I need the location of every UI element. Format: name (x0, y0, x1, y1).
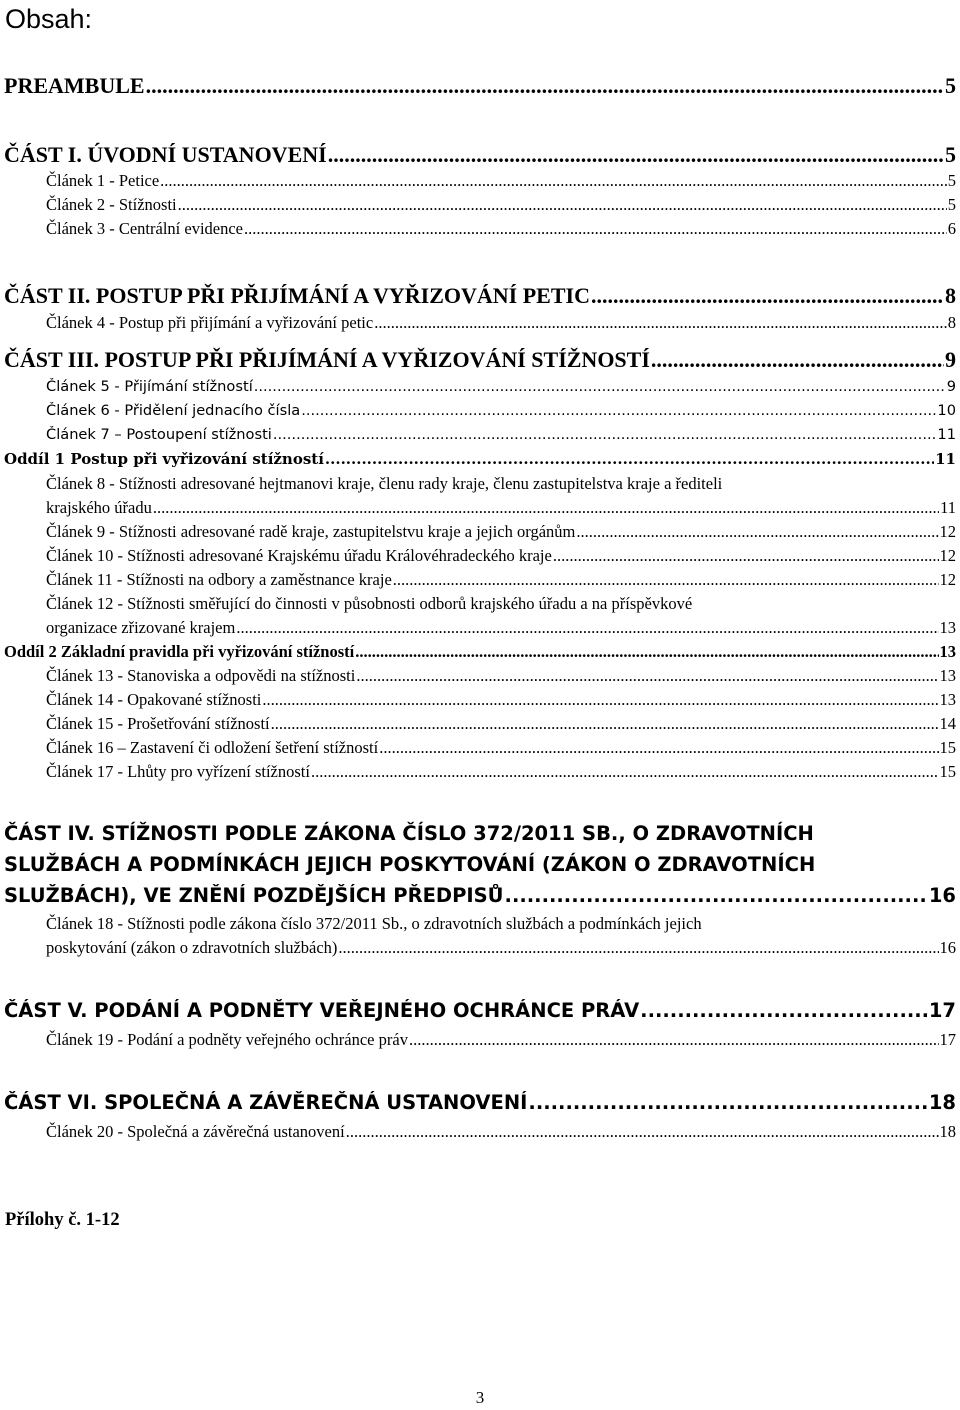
toc-page-number: 18 (928, 1091, 956, 1114)
toc-page-number: 5 (947, 171, 956, 190)
toc-page-number: 18 (939, 1122, 956, 1141)
toc-page-number: 6 (947, 219, 956, 238)
toc-page-number: 15 (939, 738, 956, 757)
toc-entry-title: Článek 20 - Společná a závěrečná ustanovení (46, 1122, 345, 1141)
toc-dot-leader (153, 498, 939, 518)
toc-dot-leader (311, 762, 939, 782)
toc-entry-article-12[interactable] (46, 618, 956, 638)
toc-entry-title: Článek 6 - Přidělení jednacího čísla (46, 402, 301, 419)
toc-entry-title: Článek 13 - Stanoviska a odpovědi na stížnosti (46, 666, 356, 685)
toc-dot-leader (178, 195, 947, 215)
toc-entry-title: Článek 16 – Zastavení či odložení šetření stížností (46, 738, 379, 757)
toc-page-number: 13 (939, 618, 956, 637)
toc-dot-leader (553, 546, 939, 566)
toc-page-number: 13 (939, 690, 956, 709)
toc-page-number: 8 (945, 283, 956, 308)
toc-entry-title: Článek 3 - Centrální evidence (46, 219, 244, 238)
toc-entry-article-1[interactable] (46, 171, 956, 191)
toc-dot-leader (338, 938, 938, 958)
toc-entry-article-5[interactable] (46, 378, 956, 395)
toc-entry-article-17[interactable] (46, 762, 956, 782)
toc-page-number: 11 (940, 498, 956, 517)
toc-entry-article-11[interactable] (46, 570, 956, 590)
toc-dot-leader (244, 219, 947, 239)
toc-dot-leader (160, 171, 947, 191)
toc-dot-leader (379, 738, 938, 758)
toc-dot-leader (301, 402, 936, 419)
toc-dot-leader (262, 690, 938, 710)
toc-page-number: 11 (935, 450, 956, 468)
toc-entry-title: Článek 4 - Postup při přijímání a vyřizování petic (46, 313, 374, 332)
toc-page-number: 12 (939, 570, 956, 589)
toc-entry-title: SLUŽBÁCH), VE ZNĚNÍ POZDĚJŠÍCH PŘEDPISŮ (4, 884, 504, 907)
toc-entry-title: Článek 15 - Prošetřování stížností (46, 714, 270, 733)
toc-entry-title: organizace zřizované krajem (46, 618, 236, 637)
toc-heading: Obsah: (5, 4, 93, 34)
toc-entry-title: poskytování (zákon o zdravotních službách) (46, 938, 338, 957)
toc-dot-leader (528, 1091, 927, 1114)
toc-entry-article-12-line-1: Článek 12 - Stížnosti směřující do činnosti v působnosti odborů krajského úřadu a na příspěvkové (46, 594, 693, 613)
toc-page-number: 17 (928, 999, 956, 1022)
toc-entry-part-1[interactable] (4, 142, 956, 168)
toc-entry-title: ČÁST II. POSTUP PŘI PŘIJÍMÁNÍ A VYŘIZOVÁNÍ PETIC (4, 283, 590, 308)
toc-entry-article-18-line-1: Článek 18 - Stížnosti podle zákona číslo 372/2011 Sb., o zdravotních službách a podmínkách jejich (46, 914, 702, 933)
toc-entry-article-9[interactable] (46, 522, 956, 542)
toc-entry-title: krajského úřadu (46, 498, 152, 517)
toc-dot-leader (325, 450, 934, 468)
toc-entry-title: ČÁST V. PODÁNÍ A PODNĚTY VEŘEJNÉHO OCHRÁNCE PRÁV (4, 999, 640, 1022)
toc-dot-leader (640, 999, 928, 1022)
toc-entry-title: Článek 1 - Petice (46, 171, 160, 190)
toc-entry-part-6[interactable] (4, 1091, 956, 1114)
toc-page-number: 8 (947, 313, 956, 332)
toc-entry-article-8-line-1: Článek 8 - Stížnosti adresované hejtmanovi kraje, členu rady kraje, členu zastupitelstva kraje a řediteli (46, 474, 723, 493)
toc-dot-leader (374, 313, 947, 333)
toc-entry-article-16[interactable] (46, 738, 956, 758)
toc-entry-title: PREAMBULE (4, 73, 145, 98)
toc-dot-leader (146, 73, 944, 99)
page-number: 3 (475, 1388, 485, 1407)
toc-entry-title: Článek 9 - Stížnosti adresované radě kraje, zastupitelstvu kraje a jejich orgánům (46, 522, 576, 541)
toc-entry-preambule[interactable] (4, 73, 956, 99)
annex-label: Přílohy č. 1-12 (5, 1210, 120, 1230)
toc-entry-title: ČÁST III. POSTUP PŘI PŘIJÍMÁNÍ A VYŘIZOVÁNÍ STÍŽNOSTÍ (4, 347, 650, 372)
toc-entry-article-10[interactable] (46, 546, 956, 566)
toc-dot-leader (273, 426, 937, 443)
toc-entry-title: Článek 14 - Opakované stížnosti (46, 690, 262, 709)
toc-page-number: 14 (939, 714, 956, 733)
toc-entry-part-4-line-1: ČÁST IV. STÍŽNOSTI PODLE ZÁKONA ČÍSLO 372/2011 SB., O ZDRAVOTNÍCH (4, 822, 814, 845)
toc-entry-section-1[interactable] (4, 450, 956, 468)
toc-entry-title: Článek 17 - Lhůty pro vyřízení stížností (46, 762, 310, 781)
toc-entry-title: Oddíl 2 Základní pravidla při vyřizování stížností (4, 642, 355, 661)
toc-page-number: 11 (937, 426, 956, 443)
toc-entry-article-4[interactable] (46, 313, 956, 333)
toc-entry-article-13[interactable] (46, 666, 956, 686)
toc-page-number: 9 (945, 347, 956, 372)
toc-entry-title: Článek 11 - Stížnosti na odbory a zaměstnance kraje (46, 570, 392, 589)
toc-entry-title: Článek 10 - Stížnosti adresované Krajskému úřadu Královéhradeckého kraje (46, 546, 552, 565)
toc-entry-article-2[interactable] (46, 195, 956, 215)
toc-entry-article-18[interactable] (46, 938, 956, 958)
toc-entry-title: Článek 2 - Stížnosti (46, 195, 177, 214)
toc-entry-title: Oddíl 1 Postup při vyřizování stížností (4, 450, 324, 468)
toc-entry-article-15[interactable] (46, 714, 956, 734)
toc-entry-title: ČÁST I. ÚVODNÍ USTANOVENÍ (4, 142, 327, 167)
toc-page-number: 16 (939, 938, 956, 957)
toc-page-number: 5 (947, 195, 956, 214)
toc-entry-article-8[interactable] (46, 498, 956, 518)
toc-entry-article-6[interactable] (46, 402, 956, 419)
toc-dot-leader (271, 714, 939, 734)
toc-page-number: 10 (937, 402, 956, 419)
toc-page-number: 15 (939, 762, 956, 781)
toc-page-number: 5 (945, 142, 956, 167)
toc-entry-title: Článek 19 - Podání a podněty veřejného ochránce práv (46, 1030, 408, 1049)
toc-page-number: 12 (939, 522, 956, 541)
toc-entry-part-5[interactable] (4, 999, 956, 1022)
toc-page-number: 17 (939, 1030, 956, 1049)
toc-entry-part-2[interactable] (4, 283, 956, 309)
toc-entry-article-3[interactable] (46, 219, 956, 239)
toc-entry-article-14[interactable] (46, 690, 956, 710)
toc-page-number: 5 (945, 73, 956, 98)
toc-dot-leader (591, 283, 944, 309)
toc-entry-title: ČÁST VI. SPOLEČNÁ A ZÁVĚREČNÁ USTANOVENÍ (4, 1091, 528, 1114)
toc-page-number: 16 (928, 884, 956, 907)
toc-entry-part-4-line-2: SLUŽBÁCH A PODMÍNKÁCH JEJICH POSKYTOVÁNÍ (ZÁKON O ZDRAVOTNÍCH (4, 853, 816, 876)
toc-dot-leader (346, 1122, 939, 1142)
toc-page-number: 13 (939, 666, 956, 685)
toc-dot-leader (355, 642, 938, 662)
toc-dot-leader (651, 347, 944, 373)
toc-page-number: 9 (946, 378, 956, 395)
toc-dot-leader (236, 618, 938, 638)
toc-entry-article-20[interactable] (46, 1122, 956, 1142)
toc-dot-leader (576, 522, 938, 542)
toc-dot-leader (409, 1030, 939, 1050)
toc-entry-article-7[interactable] (46, 426, 956, 443)
toc-page-number: 13 (939, 642, 956, 661)
toc-entry-part-3[interactable] (4, 347, 956, 373)
toc-entry-part-4[interactable] (4, 884, 956, 907)
toc-dot-leader (254, 378, 946, 395)
toc-dot-leader (328, 142, 944, 168)
toc-dot-leader (356, 666, 938, 686)
toc-entry-section-2[interactable] (4, 642, 956, 662)
toc-entry-title: Článek 5 - Přijímání stížností (46, 378, 253, 395)
toc-dot-leader (505, 884, 928, 907)
toc-dot-leader (393, 570, 939, 590)
toc-entry-title: Článek 7 – Postoupení stížnosti (46, 426, 272, 443)
toc-entry-article-19[interactable] (46, 1030, 956, 1050)
toc-page-number: 12 (939, 546, 956, 565)
